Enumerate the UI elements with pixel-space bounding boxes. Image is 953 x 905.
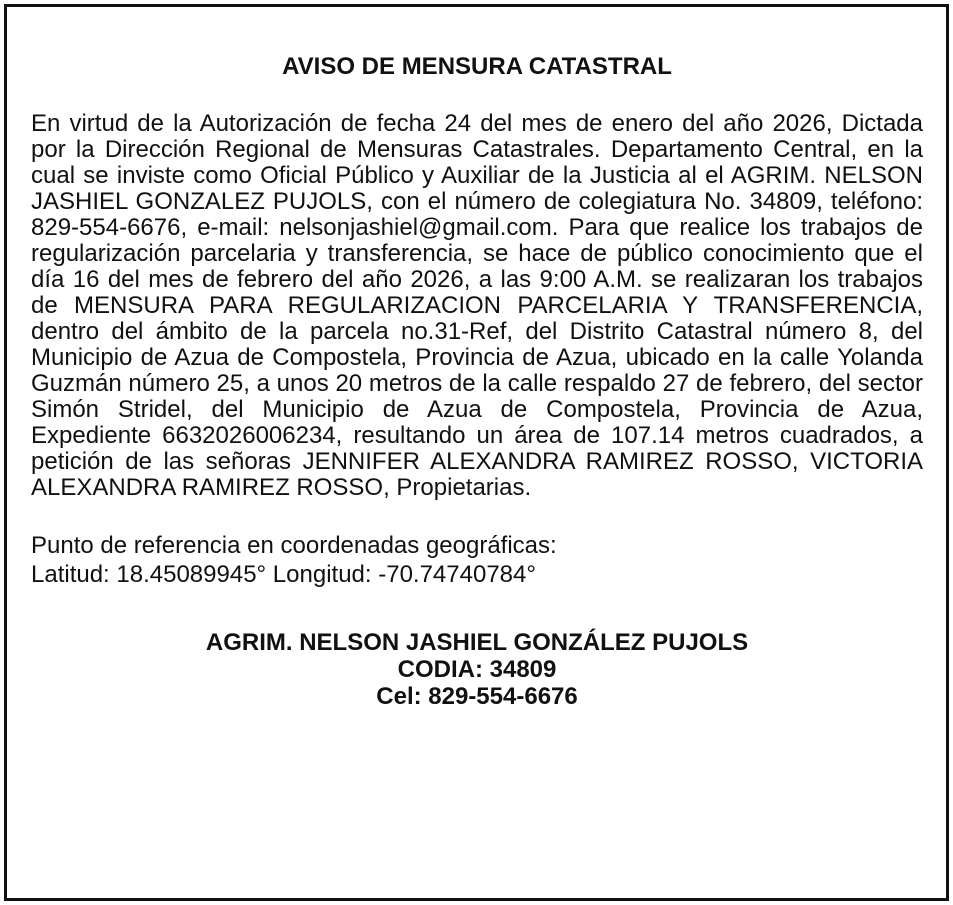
signature-block	[31, 629, 923, 710]
signature-name: AGRIM. NELSON JASHIEL GONZÁLEZ PUJOLS	[205, 629, 749, 656]
signature-codia: CODIA: 34809	[397, 656, 557, 683]
notice-body: En virtud de la Autorización de fecha 24 del mes de enero del año 2026, Dictada por la Dirección Regional de Mensuras Catastrales. Departamento Central, en la cual se inviste como Oficial Público y Auxiliar de la Justicia al el AGRIM. NELSON JASHIEL GONZALEZ PUJOLS, con el número de colegiatura No. 34809, teléfono: 829-554-6676, e-mail: nelsonjashiel@gmail.com. Para que realice los trabajos de regularización parcelaria y transferencia, se hace de público conocimiento que el día 16 del mes de febrero del año 2026, a las 9:00 A.M. se realizaran los trabajos de MENSURA PARA REGULARIZACION PARCELARIA Y TRANSFERENCIA, dentro del ámbito de la parcela no.31-Ref, del Distrito Catastral número 8, del Municipio de Azua de Compostela, Provincia de Azua, ubicado en la calle Yolanda Guzmán número 25, a unos 20 metros de la calle respaldo 27 de febrero, del sector Simón Stridel, del Municipio de Azua de Compostela, Provincia de Azua, Expediente 6632026006234, resultando un área de 107.14 metros cuadrados, a petición de las señoras JENNIFER ALEXANDRA RAMIREZ ROSSO, VICTORIA ALEXANDRA RAMIREZ ROSSO, Propietarias.	[31, 110, 923, 501]
notice-frame	[4, 4, 949, 901]
coordinates: Latitud: 18.45089945° Longitud: -70.74740784°	[31, 561, 536, 588]
notice-title: AVISO DE MENSURA CATASTRAL	[282, 53, 672, 80]
notice-content	[31, 53, 923, 710]
signature-cel: Cel: 829-554-6676	[376, 683, 578, 710]
reference-heading: Punto de referencia en coordenadas geográficas:	[31, 532, 557, 559]
